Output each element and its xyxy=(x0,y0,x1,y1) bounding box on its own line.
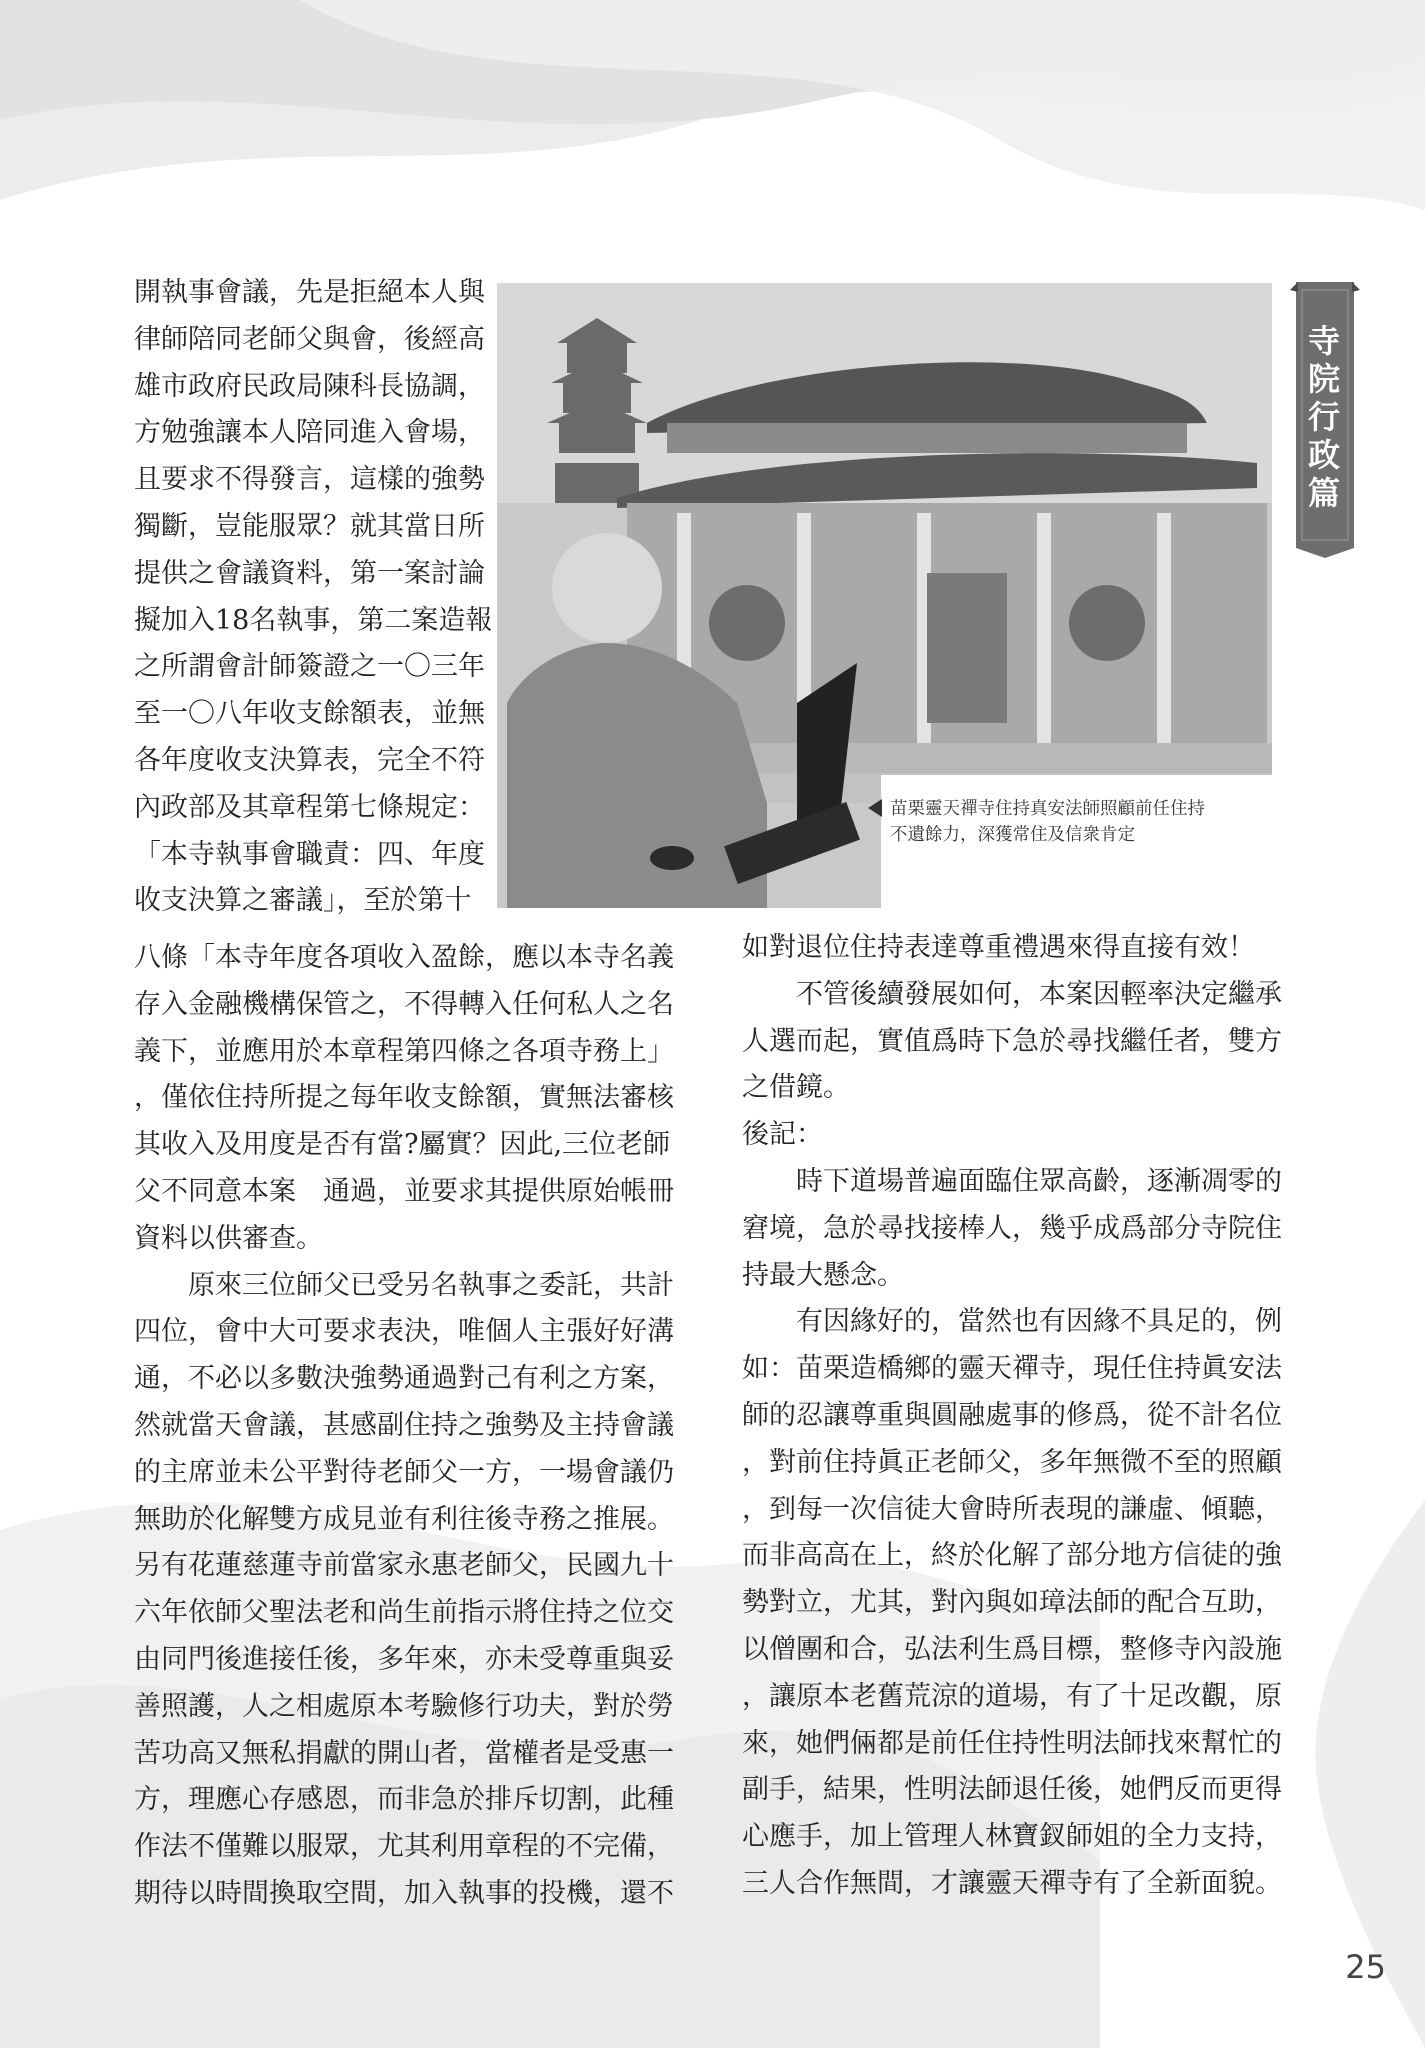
text-line: 作法不僅難以服眾，尤其利用章程的不完備， xyxy=(134,1831,674,1863)
banner-char: 行 xyxy=(1307,398,1340,436)
text-line: 之所謂會計師簽證之一〇三年 xyxy=(134,651,485,683)
text-line: 父不同意本案 通過，並要求其提供原始帳冊 xyxy=(134,1175,674,1207)
text-line: 人選而起，實值爲時下急於尋找繼任者，雙方 xyxy=(742,1025,1282,1057)
text-line: 「本寺執事會職責：四、年度 xyxy=(134,838,485,870)
caption-line: 苗栗靈天禪寺住持真安法師照顧前任住持 xyxy=(890,799,1205,819)
text-line: 有因緣好的，當然也有因緣不具足的，例 xyxy=(796,1306,1282,1338)
text-line: 而非高高在上，終於化解了部分地方信徒的強 xyxy=(742,1540,1282,1572)
text-line: 善照護，人之相處原本考驗修行功夫，對於勞 xyxy=(134,1690,674,1722)
section-banner-title xyxy=(1302,322,1346,512)
text-line: 另有花蓮慈蓮寺前當家永惠老師父，民國九十 xyxy=(134,1550,674,1582)
text-line: 窘境，急於尋找接棒人，幾乎成爲部分寺院住 xyxy=(742,1212,1282,1244)
text-line: 由同門後進接任後，多年來，亦未受尊重與妥 xyxy=(134,1643,674,1675)
text-line: 師的忍讓尊重與圓融處事的修爲，從不計名位 xyxy=(742,1399,1282,1431)
text-line: 不管後續發展如何，本案因輕率決定繼承 xyxy=(796,978,1282,1010)
text-line: 苦功高又無私捐獻的開山者，當權者是受惠一 xyxy=(134,1737,674,1769)
text-line: 四位，會中大可要求表決，唯個人主張好好溝 xyxy=(134,1316,674,1348)
caption-line: 不遺餘力，深獲常住及信衆肯定 xyxy=(890,825,1135,845)
text-line: 之借鏡。 xyxy=(742,1072,850,1104)
text-line: 內政部及其章程第七條規定： xyxy=(134,791,485,823)
text-line: 以僧團和合，弘法利生爲目標，整修寺內設施 xyxy=(742,1633,1282,1665)
text-line: 原來三位師父已受另名執事之委託，共計 xyxy=(188,1269,674,1301)
text-line: 如：苗栗造橋鄉的靈天禪寺，現任住持眞安法 xyxy=(742,1353,1282,1385)
banner-char: 篇 xyxy=(1307,474,1340,512)
banner-char: 院 xyxy=(1307,360,1340,398)
caption-arrow-icon xyxy=(868,799,882,817)
article-column-left xyxy=(134,935,674,1918)
text-line: 律師陪同老師父與會，後經高 xyxy=(134,323,485,355)
section-heading: 後記： xyxy=(742,1119,823,1151)
text-line: ，對前住持眞正老師父，多年無微不至的照顧 xyxy=(742,1446,1282,1478)
text-line: 然就當天會議，甚感副住持之強勢及主持會議 xyxy=(134,1409,674,1441)
text-line: 六年依師父聖法老和尚生前指示將住持之位交 xyxy=(134,1597,674,1629)
text-line: 義下，並應用於本章程第四條之各項寺務上」 xyxy=(134,1035,674,1067)
text-line: 三人合作無間，才讓靈天禪寺有了全新面貌。 xyxy=(742,1867,1282,1899)
text-line: ，到每一次信徒大會時所表現的謙虛、傾聽， xyxy=(742,1493,1282,1525)
text-line: 期待以時間換取空間，加入執事的投機，還不 xyxy=(134,1877,674,1909)
text-line: 心應手，加上管理人林寶釵師姐的全力支持， xyxy=(742,1821,1282,1853)
text-line: 持最大懸念。 xyxy=(742,1259,904,1291)
banner-char: 政 xyxy=(1307,436,1340,474)
text-line: 通，不必以多數決強勢通過對己有利之方案， xyxy=(134,1363,674,1395)
article-column-right xyxy=(742,925,1282,1908)
text-line: 各年度收支決算表，完全不符 xyxy=(134,744,485,776)
text-line: 八條「本寺年度各項收入盈餘，應以本寺名義 xyxy=(134,942,674,973)
text-line: 獨斷，豈能服眾？就其當日所 xyxy=(134,510,485,542)
page-number: 25 xyxy=(1345,1948,1386,1986)
text-line: 副手，結果，性明法師退任後，她們反而更得 xyxy=(742,1774,1282,1806)
text-line: 至一〇八年收支餘額表，並無 xyxy=(134,698,485,730)
photo-caption xyxy=(890,796,1275,848)
text-line: 如對退位住持表達尊重禮遇來得直接有效！ xyxy=(742,932,1255,963)
banner-char: 寺 xyxy=(1307,322,1340,360)
text-line: 收支決算之審議」，至於第十 xyxy=(134,885,472,917)
text-line: 的主席並未公平對待老師父一方，一場會議仍 xyxy=(134,1456,674,1488)
text-line: 開執事會議，先是拒絕本人與 xyxy=(134,277,485,308)
text-line: 雄市政府民政局陳科長協調， xyxy=(134,370,485,402)
text-line: ，僅依住持所提之每年收支餘額，實無法審核 xyxy=(134,1082,674,1114)
text-line: 提供之會議資料，第一案討論 xyxy=(134,557,485,589)
text-line: 勢對立，尤其，對內與如璋法師的配合互助， xyxy=(742,1587,1282,1619)
text-line: 方勉強讓本人陪同進入會場， xyxy=(134,417,485,449)
text-line: 擬加入18名執事，第二案造報 xyxy=(134,604,493,636)
text-line: 無助於化解雙方成見並有利往後寺務之推展。 xyxy=(134,1503,674,1535)
text-line: 資料以供審查。 xyxy=(134,1222,323,1254)
text-line: 其收入及用度是否有當?屬實？因此,三位老師 xyxy=(134,1129,671,1161)
text-line: 來，她們倆都是前任住持性明法師找來幫忙的 xyxy=(742,1727,1282,1759)
article-column-left-top xyxy=(134,270,493,925)
text-line: ，讓原本老舊荒涼的道場，有了十足改觀，原 xyxy=(742,1680,1282,1712)
text-line: 且要求不得發言，這樣的強勢 xyxy=(134,464,485,496)
text-line: 存入金融機構保管之，不得轉入任何私人之名 xyxy=(134,988,674,1020)
text-line: 方，理應心存感恩，而非急於排斥切割，此種 xyxy=(134,1784,674,1816)
text-line: 時下道場普遍面臨住眾高齡，逐漸凋零的 xyxy=(796,1165,1282,1197)
